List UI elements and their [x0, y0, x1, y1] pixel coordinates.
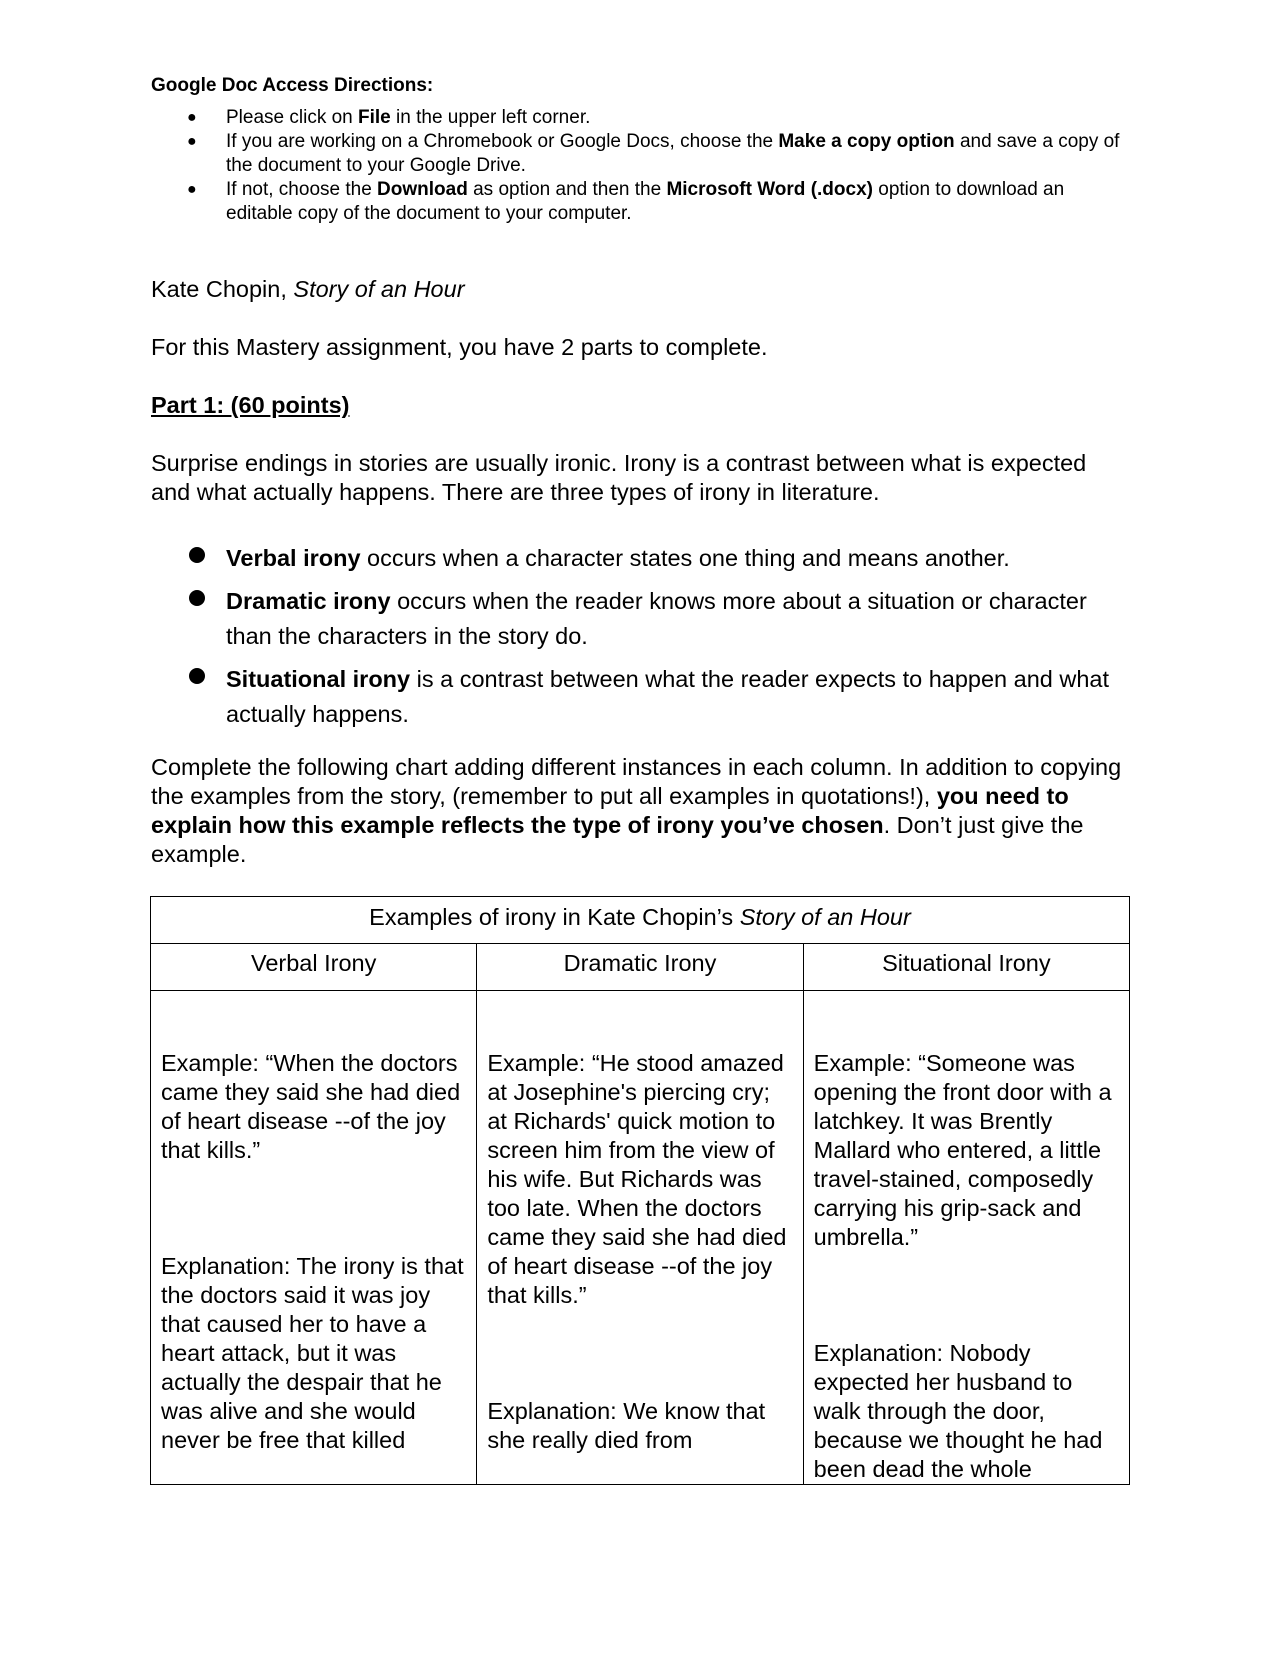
instructions-text: . Don’t just give the example.: [151, 812, 1084, 867]
irony-desc: occurs when a character states one thing and means another.: [360, 545, 1010, 571]
situational-explanation: Explanation: Nobody expected her husband to walk through the door, because we thought he had been dead the whole: [813, 1340, 1103, 1482]
access-text: If not, choose the: [226, 179, 378, 200]
access-text: and save a copy of the document to your Google Drive.: [226, 131, 1120, 176]
bullet-icon: [189, 590, 205, 606]
story-title: Story of an Hour: [293, 276, 465, 302]
bullet-icon: [189, 668, 205, 684]
access-bold: Microsoft Word (.docx): [666, 179, 873, 200]
table-caption-row: [151, 897, 1130, 944]
dramatic-example: Example: “He stood amazed at Josephine's piercing cry; at Richards' quick motion to screen him from the view of his wife. But Richards was too late. When the doctors came they said she had died of heart disease --of the joy that kills.”: [487, 1050, 787, 1308]
access-bold: Download: [377, 179, 468, 200]
bullet-icon: ●: [187, 181, 197, 198]
access-text: as option and then the: [467, 179, 667, 200]
irony-type-item: [151, 584, 1131, 654]
irony-table: [150, 896, 1130, 1485]
verbal-example: Example: “When the doctors came they said she had died of heart disease --of the joy that kills.”: [161, 1050, 461, 1163]
bullet-icon: ●: [187, 133, 197, 150]
irony-term: Situational irony: [226, 666, 411, 692]
access-text: If you are working on a Chromebook or Google Docs, choose the: [226, 131, 779, 152]
chart-instructions: [151, 753, 1131, 869]
irony-types-list: [151, 541, 1131, 740]
situational-cell[interactable]: [803, 991, 1129, 1485]
access-bold: File: [358, 107, 391, 128]
irony-type-item: [151, 541, 1131, 576]
mastery-intro: For this Mastery assignment, you have 2 parts to complete.: [151, 334, 768, 360]
irony-term: Verbal irony: [226, 545, 361, 571]
access-item: [151, 106, 1131, 130]
dramatic-cell[interactable]: [477, 991, 803, 1485]
table-row: [151, 991, 1130, 1485]
access-item: [151, 178, 1131, 226]
caption-title: Story of an Hour: [739, 904, 911, 930]
irony-type-item: [151, 662, 1131, 732]
bullet-icon: ●: [187, 109, 197, 126]
irony-desc: occurs when the reader knows more about a situation or character than the characters in the story do.: [226, 588, 1087, 649]
surprise-paragraph: Surprise endings in stories are usually ironic. Irony is a contrast between what is expected and what actually happens. There are three types of irony in literature.: [151, 450, 1087, 505]
instructions-text: Complete the following chart adding different instances in each column. In addition to copying the examples from the story, (remember to put all examples in quotations!),: [151, 754, 1122, 809]
irony-desc: is a contrast between what the reader expects to happen and what actually happens.: [226, 666, 1110, 727]
access-heading: Google Doc Access Directions:: [151, 75, 434, 96]
instructions-bold: you need to explain how this example reflects the type of irony you’ve chosen: [151, 783, 1069, 838]
table-header-row: [151, 944, 1130, 991]
header-situational: Situational Irony: [803, 944, 1129, 991]
verbal-explanation: Explanation: The irony is that the doctors said it was joy that caused her to have a heart attack, but it was actually the despair that he was alive and she would never be free that killed: [161, 1253, 464, 1453]
situational-example: Example: “Someone was opening the front door with a latchkey. It was Brently Mallard who entered, a little travel-stained, composedly carrying his grip-sack and umbrella.”: [813, 1050, 1112, 1250]
part1-heading: Part 1: (60 points): [151, 392, 350, 418]
table-caption: [151, 897, 1130, 944]
access-text: in the upper left corner.: [390, 107, 591, 128]
irony-term: Dramatic irony: [226, 588, 391, 614]
access-list: [151, 106, 1131, 226]
header-dramatic: Dramatic Irony: [477, 944, 803, 991]
access-text: option to download an editable copy of the document to your computer.: [226, 179, 1065, 224]
access-item: [151, 130, 1131, 178]
author-name: Kate Chopin,: [151, 276, 294, 302]
access-directions: [151, 74, 1131, 226]
access-text: Please click on: [226, 107, 359, 128]
access-bold: Make a copy option: [778, 131, 955, 152]
verbal-cell[interactable]: [151, 991, 477, 1485]
caption-text: Examples of irony in Kate Chopin’s: [369, 904, 740, 930]
header-verbal: Verbal Irony: [151, 944, 477, 991]
bullet-icon: [189, 547, 205, 563]
dramatic-explanation: Explanation: We know that she really died from: [487, 1398, 766, 1453]
author-line: [151, 275, 1131, 304]
